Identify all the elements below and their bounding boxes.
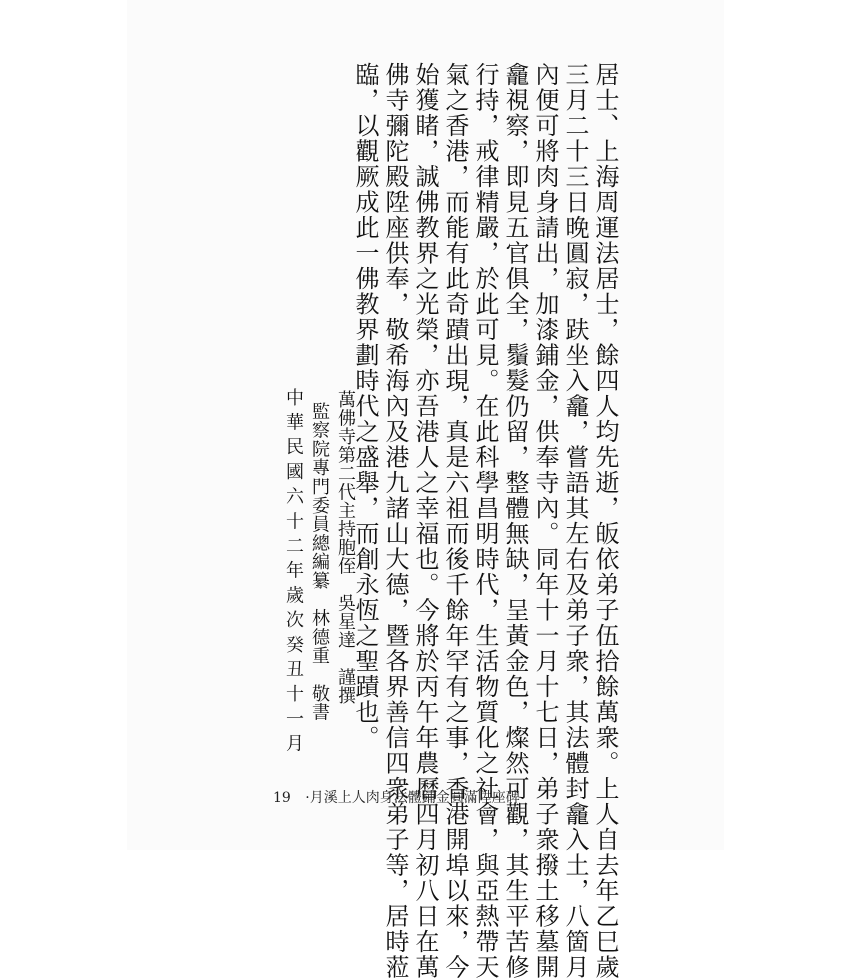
text-column-2: 三月二十三日晚圓寂，趺坐入龕，嘗語其左右及弟子衆，其法體封龕入土，八箇月 xyxy=(561,62,589,980)
signature-calligrapher: 監察院專門委員總編纂 林德重 敬書 xyxy=(309,402,330,722)
text-column-3: 內便可將肉身請出，加漆鋪金，供奉寺內。同年十一月十七日，弟子衆撥土移墓開 xyxy=(531,62,559,980)
text-column-1: 居士、上海周運法居士，餘四人均先逝，皈依弟子伍拾餘萬衆。上人自去年乙巳歲 xyxy=(591,62,619,980)
text-column-6: 氣之香港，而能有此奇蹟出現，真是六祖而後千餘年罕有之事，香港開埠以來，今 xyxy=(441,62,469,980)
signature-date: 中華民國六十二年歲次癸丑十一月 xyxy=(283,388,304,759)
text-column-5: 行持，戒律精嚴，於此可見。在此科學昌明時代，生活物質化之社會，與亞熱帶天 xyxy=(471,62,499,980)
signature-author: 萬佛寺第二代主持胞侄 吳星達 謹撰 xyxy=(335,390,356,705)
page-number: 19 xyxy=(273,790,291,806)
text-column-8: 佛寺彌陀殿陞座供奉，敬希海內及港九諸山大德，暨各界善信四衆弟子等，居時蒞 xyxy=(381,62,409,980)
text-column-7: 始獲睹，誠佛教界之光榮，亦吾港人之幸福也。今將於丙午年農曆四月初八日在萬 xyxy=(411,62,439,980)
page-footer xyxy=(273,787,520,807)
running-title: ·月溪上人肉身法體鋪金圓滿陞座碑 xyxy=(305,790,520,806)
text-column-4: 龕視察，即見五官俱全，鬚髮仍留，整體無缺，呈黃金色，燦然可觀，其生平苦修 xyxy=(501,62,529,980)
text-column-9: 臨，以觀厥成此一佛教界劃時代之盛舉，而創永恆之聖蹟也。 xyxy=(351,62,379,751)
